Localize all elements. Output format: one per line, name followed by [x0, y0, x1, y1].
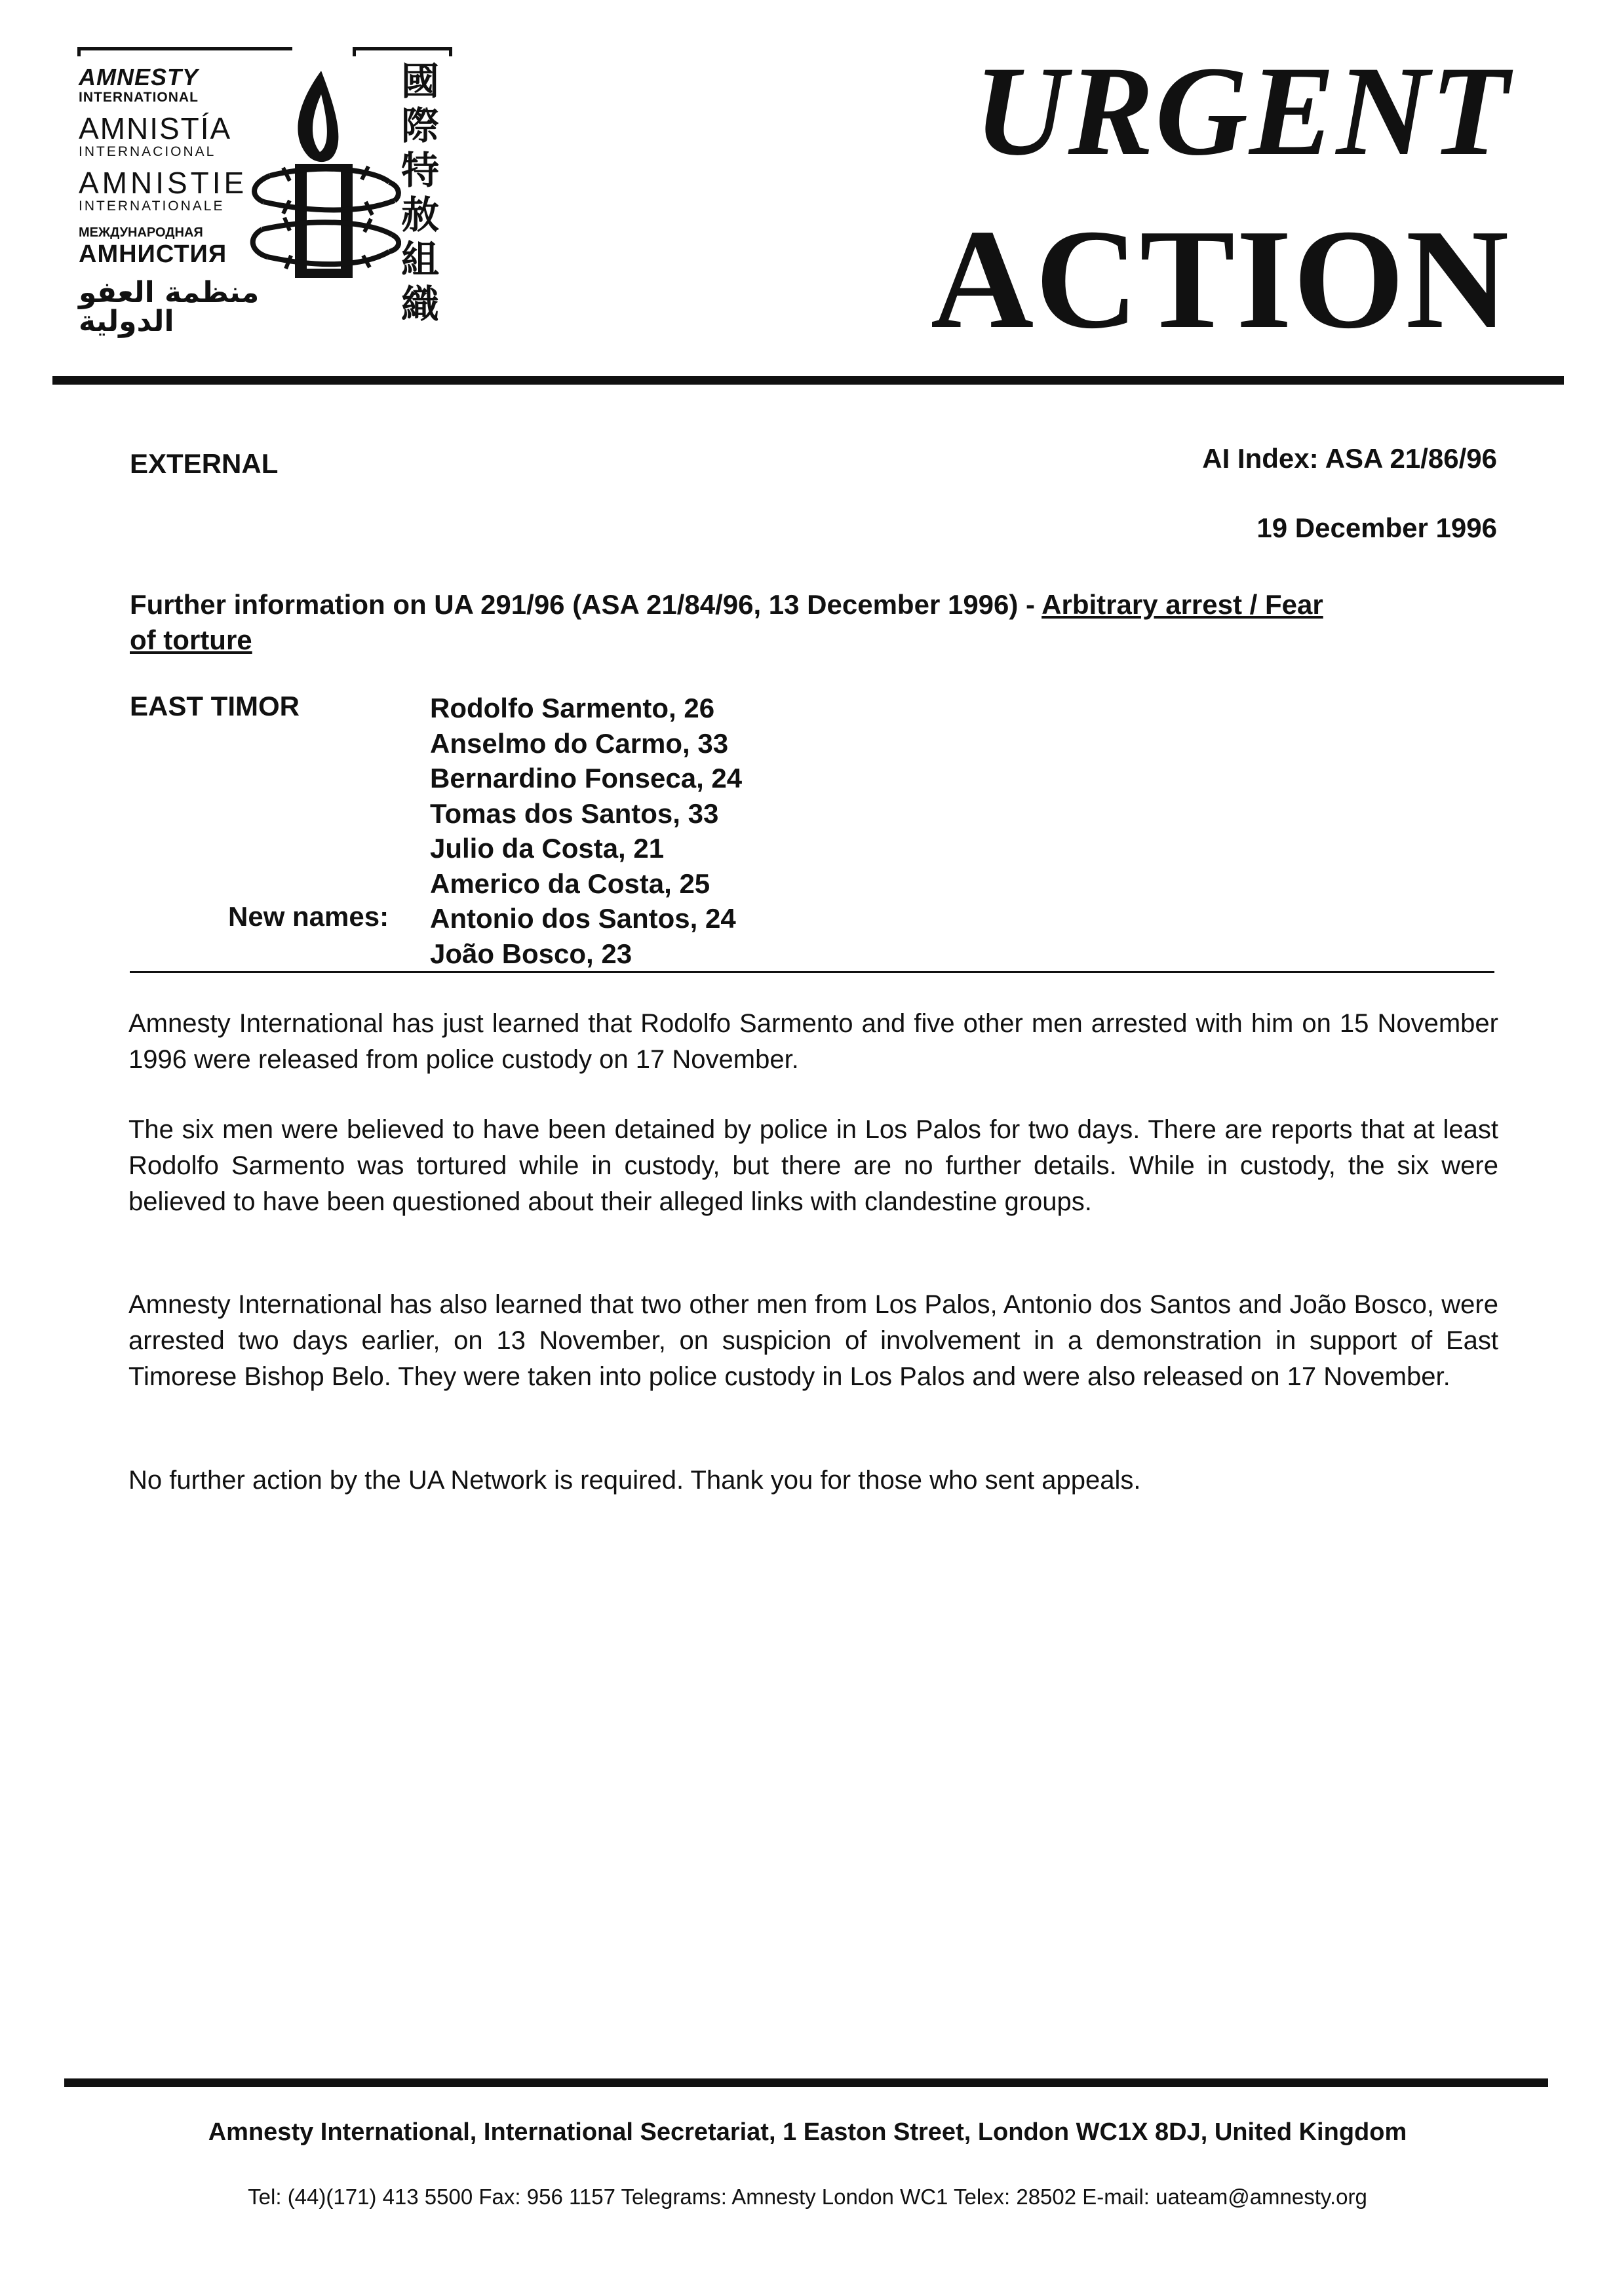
paragraph-2: The six men were believed to have been detained by police in Los Palos for two days. There are reports that at least Rodolfo Sarmento was tortured while in custody, but there are no further details. While in custody, the six were believed to have been questioned about their alleged links with clandestine groups.: [128, 1115, 1498, 1216]
paragraph-3: Amnesty International has also learned that two other men from Los Palos, Antonio dos Santos and João Bosco, were arrested two days earlier, on 13 November, on suspicion of involvement in a demonstration in support of East Timorese Bishop Belo. They were taken into police custody in Los Palos and were also released on 17 November.: [128, 1290, 1498, 1391]
ai-index: AI Index: ASA 21/86/96: [1202, 443, 1497, 474]
logo-en-name: AMNESTY: [79, 64, 199, 90]
logo-fr-name: AMNISTIE: [79, 166, 248, 200]
names-rule: [130, 971, 1494, 973]
footer-address: Amnesty International, International Secretariat, 1 Easton Street, London WC1X 8DJ, United Kingdom: [208, 2118, 1407, 2146]
names-list: [430, 691, 742, 971]
list-item: Antonio dos Santos, 24: [430, 903, 736, 934]
list-item: Bernardino Fonseca, 24: [430, 763, 743, 794]
logo-bracket-right: [354, 47, 451, 50]
subject-line: [130, 587, 1500, 658]
list-item: João Bosco, 23: [430, 938, 632, 969]
list-item: Rodolfo Sarmento, 26: [430, 693, 715, 723]
footer-rule: [64, 2078, 1548, 2087]
country-label: EAST TIMOR: [130, 691, 300, 721]
title-action: ACTION: [930, 201, 1510, 358]
subject-prefix: Further information on UA 291/96 (ASA 21/84/96, 13 December 1996) -: [130, 589, 1042, 620]
paragraph-4: No further action by the UA Network is required. Thank you for those who sent appeals.: [128, 1466, 1141, 1495]
logo-ru-sub: МЕЖДУНАРОДНАЯ: [79, 225, 203, 240]
subject-topic-2: of torture: [130, 624, 252, 655]
logo-es-name: AMNISTÍA: [79, 111, 232, 145]
list-item: Julio da Costa, 21: [430, 833, 665, 864]
document-date: 19 December 1996: [1256, 512, 1497, 543]
footer-contacts: Tel: (44)(171) 413 5500 Fax: 956 1157 Telegrams: Amnesty London WC1 Telex: 28502 E-mail: uateam@amnesty.org: [248, 2185, 1367, 2209]
list-item: Anselmo do Carmo, 33: [430, 727, 729, 759]
logo-ru-name: АМНИСТИЯ: [79, 240, 227, 268]
logo-bracket-left: [79, 47, 292, 50]
paragraph-1: Amnesty International has just learned that Rodolfo Sarmento and five other men arrested with him on 15 November 1996 were released from police custody on 17 November.: [128, 1009, 1498, 1074]
title-urgent: URGENT: [974, 40, 1510, 182]
list-item: Tomas dos Santos, 33: [430, 797, 719, 829]
classification-label: EXTERNAL: [130, 448, 279, 479]
candle-barbed-wire-icon: [244, 66, 401, 288]
subject-topic-1: Arbitrary arrest / Fear: [1041, 589, 1323, 620]
header-rule: [52, 376, 1564, 385]
logo-es-sub: INTERNACIONAL: [79, 144, 216, 159]
logo-zh-name: 國 際 特 赦 組 織: [400, 59, 439, 326]
new-names-label: New names:: [228, 901, 389, 932]
logo-fr-sub: INTERNATIONALE: [79, 199, 225, 214]
list-item: Americo da Costa, 25: [430, 868, 710, 899]
logo-ar-name: منظمة العفو الدولية: [79, 276, 260, 338]
logo-en-sub: INTERNATIONAL: [79, 90, 199, 105]
